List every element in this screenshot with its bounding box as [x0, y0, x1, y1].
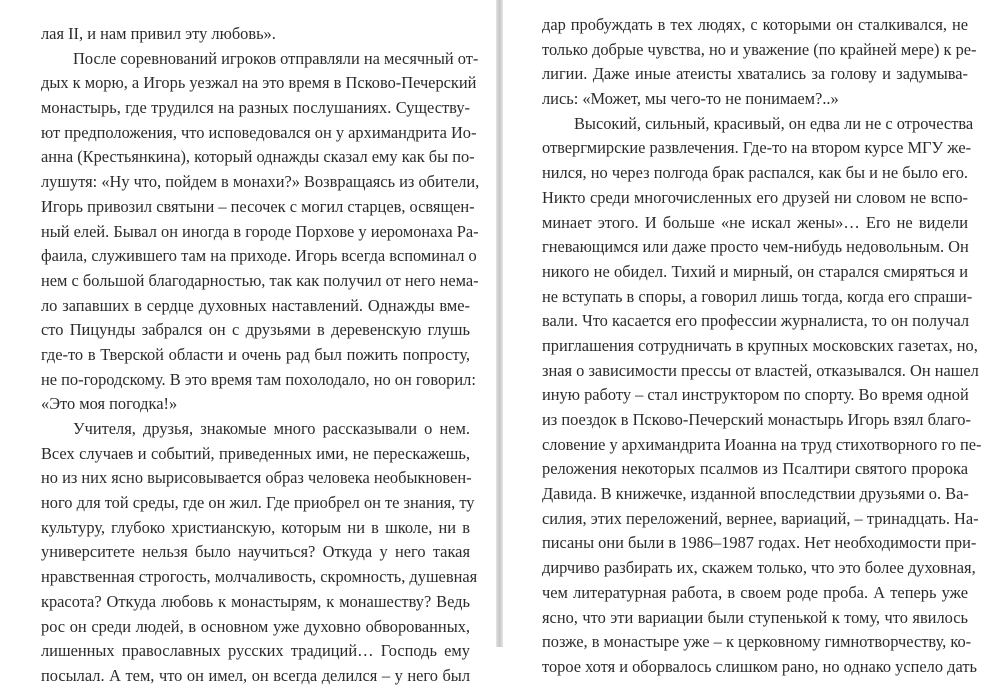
text-line: из поездок в Псково-Печерский монастырь Игорь взял благо-	[542, 410, 971, 429]
text-line: не вступать в споры, а говорил лишь тогда, когда его спраши-	[542, 286, 973, 306]
text-line: Игорь привозил святыни – песочек с могил старцев, освящен-	[41, 196, 475, 216]
text-line: дирчиво разбирать их, скажем только, что это более духовная,	[542, 558, 976, 578]
text-line: ный елей. Бывал он иногда в городе Порхове у иеромонаха Ра-	[41, 221, 479, 241]
text-line: посылал. А тем, что он имел, он всегда делился – у него был	[41, 665, 470, 685]
text-line: где-то в Тверской области и очень рад был пожить попросту,	[41, 344, 470, 364]
text-line: позже, в монастыре уже – к церковному гимнотворчеству, ко-	[542, 632, 972, 652]
text-line: зная о зависимости прессы от властей, отказывался. Он нашел	[542, 360, 979, 380]
text-line: красота? Откуда любовь к монастырям, к монашеству? Ведь	[41, 591, 470, 611]
text-line: только добрые чувства, но и уважение (по крайней мере) к ре-	[542, 39, 977, 59]
text-line: культуру, глубоко христианскую, которым ни в школе, ни в	[41, 517, 470, 537]
text-line: фаила, служившего там на приходе. Игорь всегда вспоминал о	[41, 246, 477, 266]
text-line: реложения некоторых псалмов из Псалтири святого пророка	[542, 459, 968, 479]
text-line: «Это моя погодка!»	[41, 394, 178, 414]
text-line: ного для той среды, где он жил. Где приобрел он те знания, ту	[41, 493, 475, 513]
text-line: Давида. В книжечке, изданной впоследствии друзьями о. Ва-	[542, 484, 969, 504]
text-line: лушутя: «Ну что, пойдем в монахи?» Возвращаясь из обители,	[41, 172, 480, 192]
text-line: не по-городскому. В это время там похолодало, но он говорил:	[41, 369, 476, 389]
left-page-text	[41, 22, 480, 689]
text-line: Всех случаев и событий, приведенных ими, не перескажешь,	[41, 443, 470, 463]
text-line: торое хотя и оборвалось слишком рано, но однако успело дать	[542, 656, 977, 676]
text-line: никого не обидел. Тихий и мирный, он старался смиряться и	[542, 261, 968, 281]
text-line: отвергмирские развлечения. Где-то на втором курсе МГУ же-	[542, 138, 972, 158]
text-line: минает этого. И больше «не искал жены»… Его не видели	[542, 212, 968, 232]
text-line: но из них ясно вырисовывается образ человека необыкновен-	[41, 468, 472, 488]
text-line: рос он среди людей, в основном уже духовно обворованных,	[41, 616, 470, 636]
text-line: ло запавших в сердце духовных наставлений. Однажды вме-	[41, 295, 470, 315]
text-line: лигии. Даже иные атеисты хватались за голову и задумыва-	[542, 64, 968, 84]
text-line: силия, этих переложений, вернее, вариаций, – тринадцать. На-	[542, 508, 979, 528]
text-line: словение у архимандрита Иоанна на труд стихотворного го пе-	[542, 434, 982, 454]
text-line: ют предположения, что исповедовался он у архимандрита Иo-	[41, 122, 477, 142]
text-line: сто Пицунды забрался он с друзьями в деревенскую глушь	[41, 320, 470, 340]
left-page	[0, 0, 496, 685]
text-line: ясно, что эти вариации были ступенькой к тому, что явилось	[542, 607, 968, 627]
text-line: Высокий, сильный, красивый, он едва ли не с отрочества	[574, 113, 974, 133]
page-gutter	[496, 0, 503, 647]
text-line: иную работу – стал инструктором по спорту. Во время одной	[542, 385, 969, 405]
right-page	[503, 0, 1000, 676]
text-line: лишенных православных русских традиций… Господь ему	[41, 641, 470, 661]
text-line: После соревнований игроков отправляли на месячный от-	[73, 48, 479, 68]
right-page-text	[542, 13, 982, 680]
text-line: лись: «Может, мы чего-то не понимаем?..»	[542, 89, 839, 109]
text-line: нравственная строгость, молчаливость, скромность, душевная	[41, 567, 478, 587]
text-line: вали. Что касается его профессии журналиста, то он получал	[542, 311, 970, 331]
text-line: монастырь, где трудился на разных послушаниях. Существу-	[41, 98, 470, 118]
text-line: университете нельзя было научиться? Откуда у него такая	[41, 542, 470, 562]
text-line: чем литературная работа, в своем роде проба. А теперь уже	[542, 582, 968, 602]
text-line: дых к морю, а Игорь уезжал на это время в Псково-Печерский	[41, 73, 477, 93]
text-line: Учителя, друзья, знакомые много рассказывали о нем.	[73, 419, 470, 438]
text-line: нился, но через полгода брак распался, как бы и не было его.	[542, 163, 968, 183]
text-line: анна (Крестьянкина), который однажды сказал ему как бы по-	[41, 147, 475, 167]
text-line: приглашения сотрудничать в крупных московских газетах, но,	[542, 335, 978, 355]
text-line: Никто среди многочисленных его друзей ни словом не вспо-	[542, 187, 968, 207]
text-line: нем с большой благодарностью, так как получил от него нема-	[41, 270, 479, 290]
text-line: лая II, и нам привил эту любовь».	[41, 24, 276, 43]
text-line: писаны они были в 1986–1987 годах. Нет необходимости при-	[542, 533, 977, 553]
text-line: гневающимся или даже просто чем-нибудь недовольным. Он	[542, 237, 969, 257]
text-line: дар пробуждать в тех людях, с которыми он сталкивался, не	[542, 15, 968, 34]
